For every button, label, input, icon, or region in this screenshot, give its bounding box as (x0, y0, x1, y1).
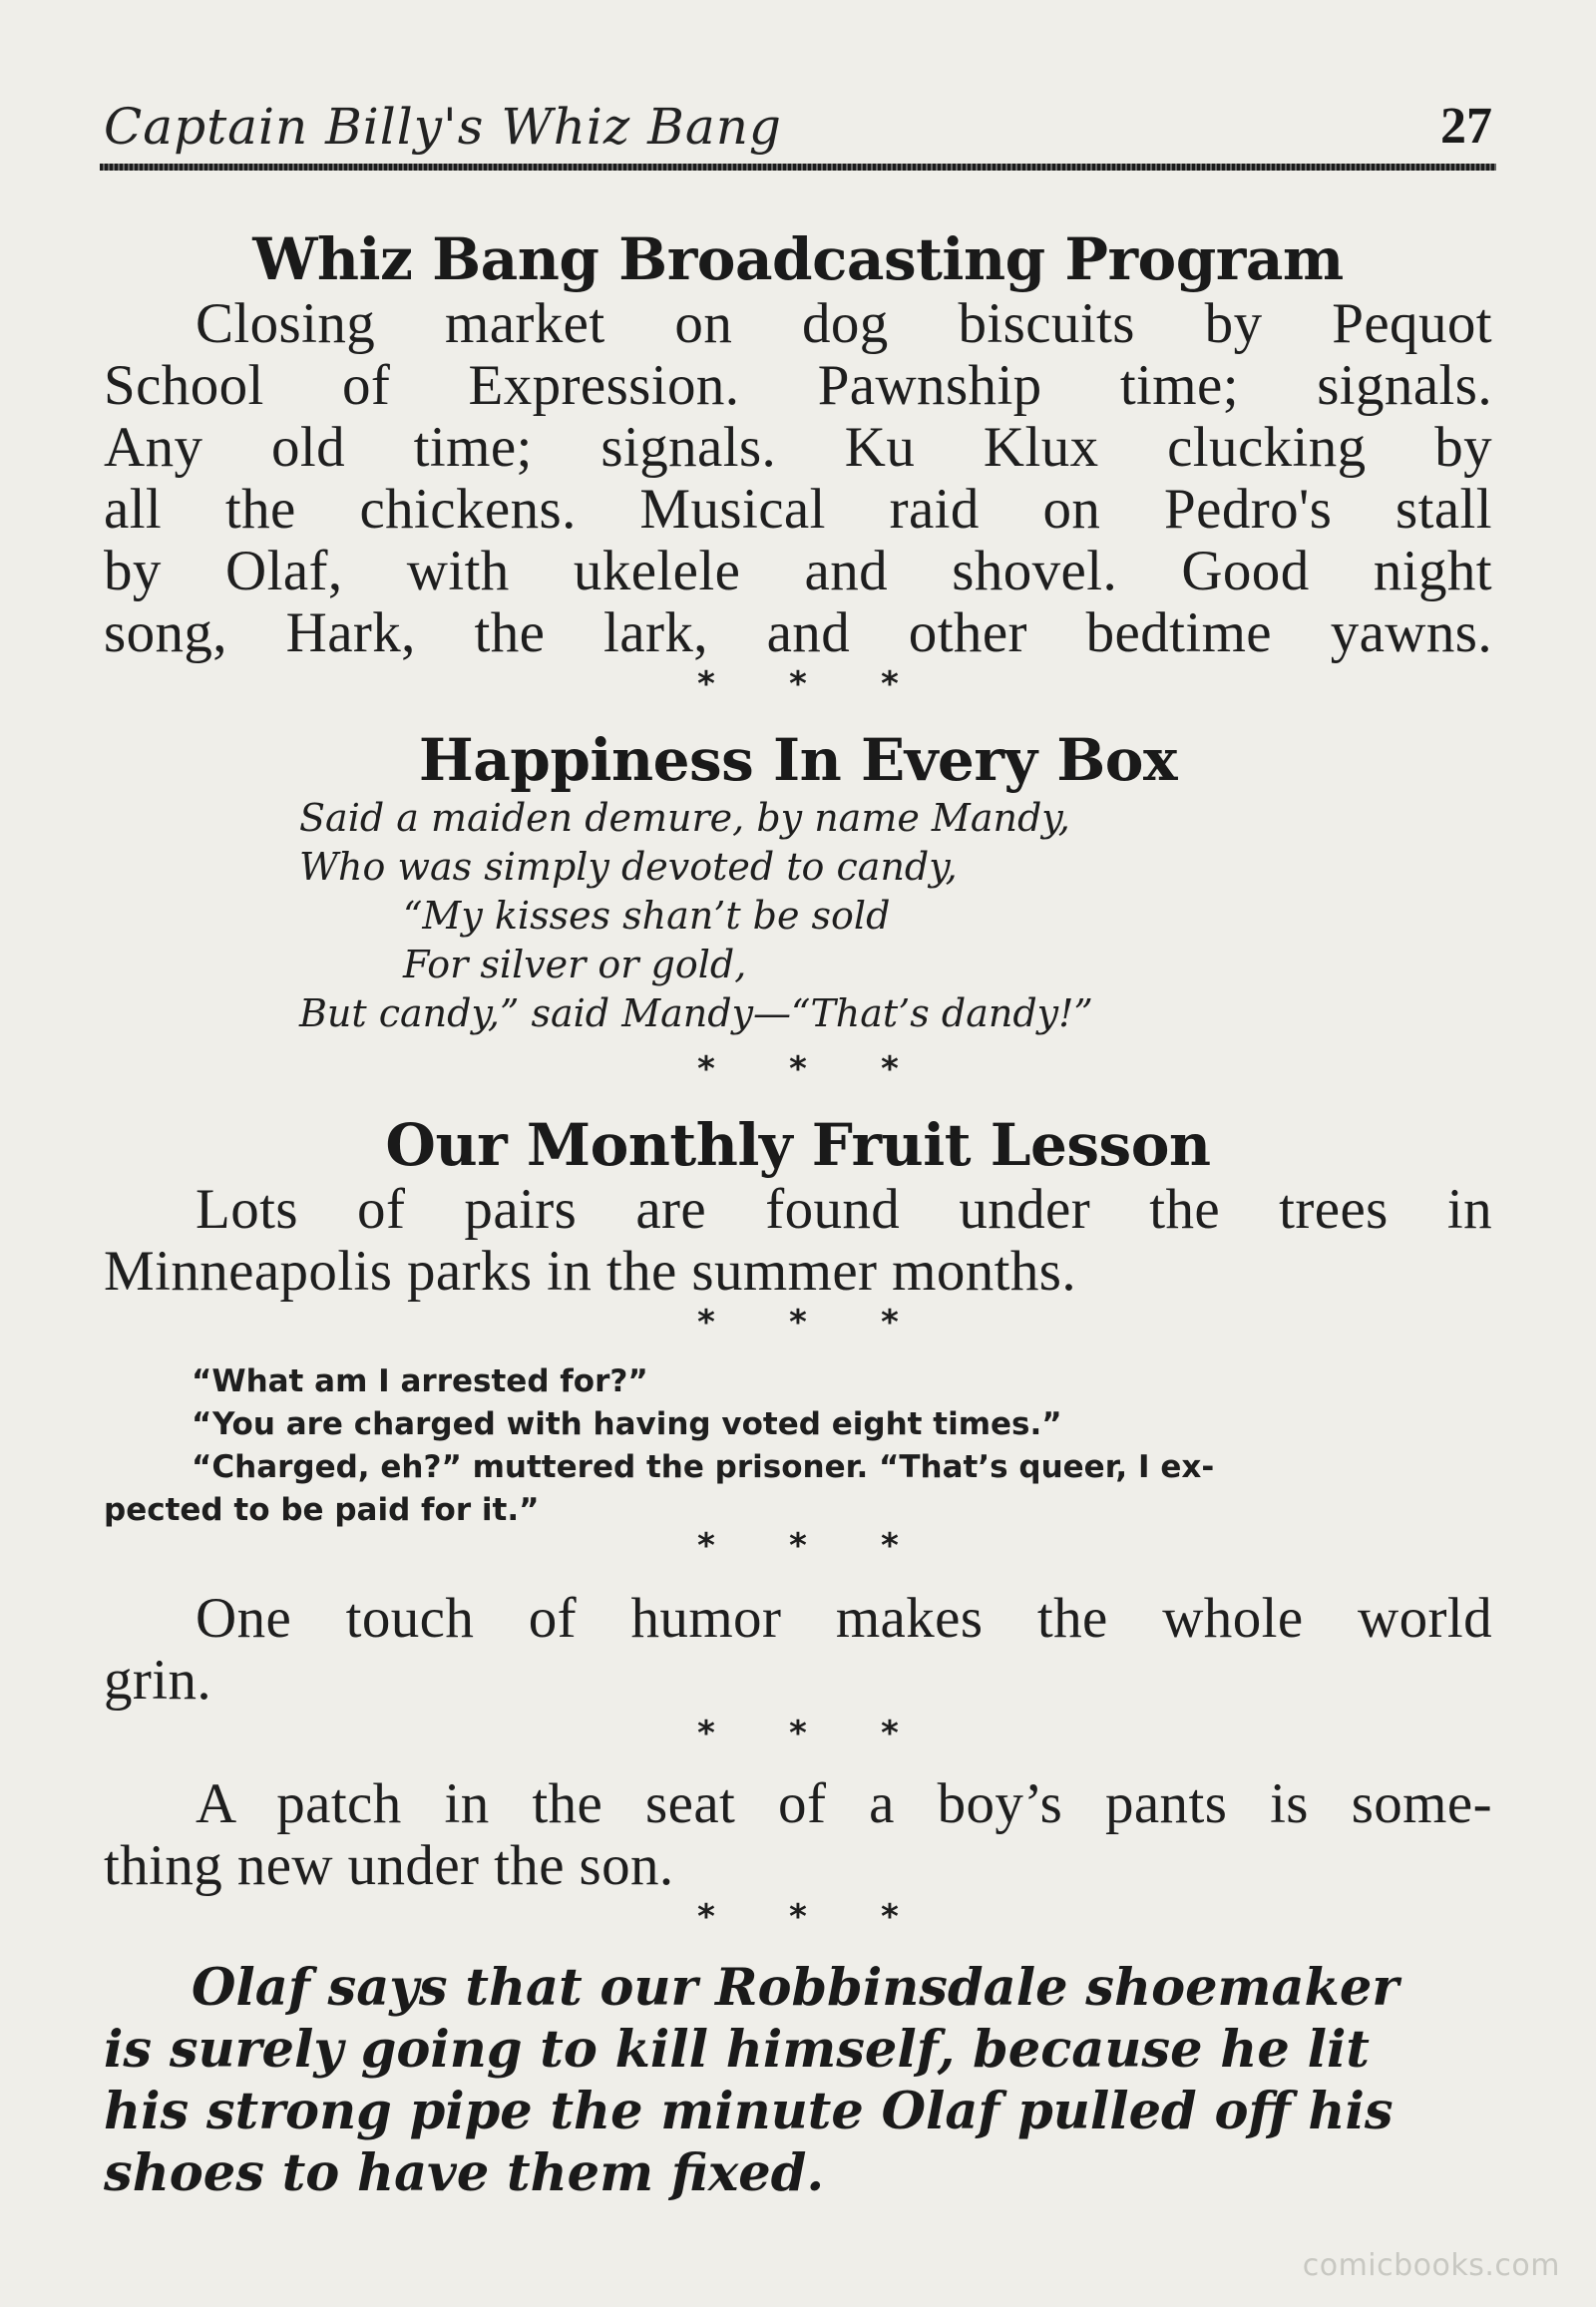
dialogue-line: “Charged, eh?” muttered the prisoner. “That’s queer, I ex- (192, 1449, 1215, 1485)
asterisk: * (695, 1897, 717, 1937)
publication-title: Captain Billy's Whiz Bang (104, 98, 782, 156)
separator (104, 664, 1492, 704)
text-line: Any old time; signals. Ku Klux clucking by (104, 416, 1492, 479)
text-line: Closing market on dog biscuits by Pequot (196, 292, 1492, 355)
asterisk: * (695, 1049, 717, 1089)
closing-paragraph (104, 1957, 1496, 2204)
separator (104, 1526, 1492, 1566)
header-rule (100, 164, 1496, 171)
separator (104, 1049, 1492, 1089)
asterisk: * (787, 1303, 809, 1343)
asterisk: * (787, 1714, 809, 1753)
running-head (104, 98, 1496, 168)
asterisk: * (787, 1897, 809, 1937)
section-broadcasting (104, 225, 1492, 664)
poem-line: But candy,” said Mandy—“That’s dandy!” (299, 991, 1093, 1035)
poem-line: Said a maiden demure, by name Mandy, (299, 796, 1070, 840)
text-line: Lots of pairs are found under the trees in (196, 1178, 1492, 1241)
asterisk: * (879, 1303, 901, 1343)
paragraph (104, 1773, 1492, 1897)
separator (104, 1303, 1492, 1343)
section-patch (104, 1773, 1492, 1897)
watermark: comicbooks.com (1302, 2248, 1560, 2283)
limerick (299, 794, 1297, 1038)
section-fruit-lesson (104, 1111, 1492, 1303)
text-line: School of Expression. Pawnship time; signals. (104, 354, 1492, 417)
poem-line: For silver or gold, (403, 943, 747, 986)
asterisk: * (695, 1526, 717, 1566)
asterisk: * (787, 1049, 809, 1089)
asterisk: * (787, 1526, 809, 1566)
text-line: by Olaf, with ukelele and shovel. Good night (104, 540, 1492, 602)
asterisk: * (695, 1714, 717, 1753)
poem-line: Who was simply devoted to candy, (299, 845, 958, 889)
text-line: is surely going to kill himself, because he lit (104, 2020, 1370, 2080)
text-line: shoes to have them fixed. (104, 2143, 825, 2203)
poem-line: “My kisses shan’t be sold (403, 894, 891, 938)
asterisk: * (695, 664, 717, 704)
text-line: One touch of humor makes the whole world (196, 1587, 1492, 1650)
paragraph (104, 1588, 1492, 1712)
section-heading: Whiz Bang Broadcasting Program (252, 225, 1344, 293)
asterisk: * (879, 664, 901, 704)
asterisk: * (879, 1049, 901, 1089)
joke-dialogue (104, 1360, 1492, 1532)
paragraph (104, 293, 1492, 664)
text-line: song, Hark, the lark, and other bedtime yawns. (104, 601, 1492, 664)
section-happiness (104, 726, 1492, 794)
text-line: Olaf says that our Robbinsdale shoemaker (192, 1958, 1399, 2018)
text-line: all the chickens. Musical raid on Pedro's stall (104, 478, 1492, 541)
dialogue-line: “You are charged with having voted eight times.” (192, 1406, 1062, 1442)
text-line: his strong pipe the minute Olaf pulled off his (104, 2082, 1394, 2141)
asterisk: * (695, 1303, 717, 1343)
section-humor (104, 1588, 1492, 1712)
paragraph (104, 1179, 1492, 1303)
text-line: A patch in the seat of a boy’s pants is some- (196, 1772, 1492, 1835)
text-line: Minneapolis parks in the summer months. (104, 1240, 1076, 1303)
dialogue-line: “What am I arrested for?” (192, 1363, 648, 1399)
asterisk: * (879, 1897, 901, 1937)
asterisk: * (879, 1714, 901, 1753)
dialogue-line: pected to be paid for it.” (104, 1492, 540, 1528)
section-heading: Happiness In Every Box (418, 726, 1178, 794)
separator (104, 1714, 1492, 1753)
asterisk: * (787, 664, 809, 704)
asterisk: * (879, 1526, 901, 1566)
page-number: 27 (1440, 98, 1492, 155)
text-line: thing new under the son. (104, 1834, 674, 1897)
separator (104, 1897, 1492, 1937)
section-heading: Our Monthly Fruit Lesson (385, 1111, 1211, 1179)
text-line: grin. (104, 1649, 212, 1712)
